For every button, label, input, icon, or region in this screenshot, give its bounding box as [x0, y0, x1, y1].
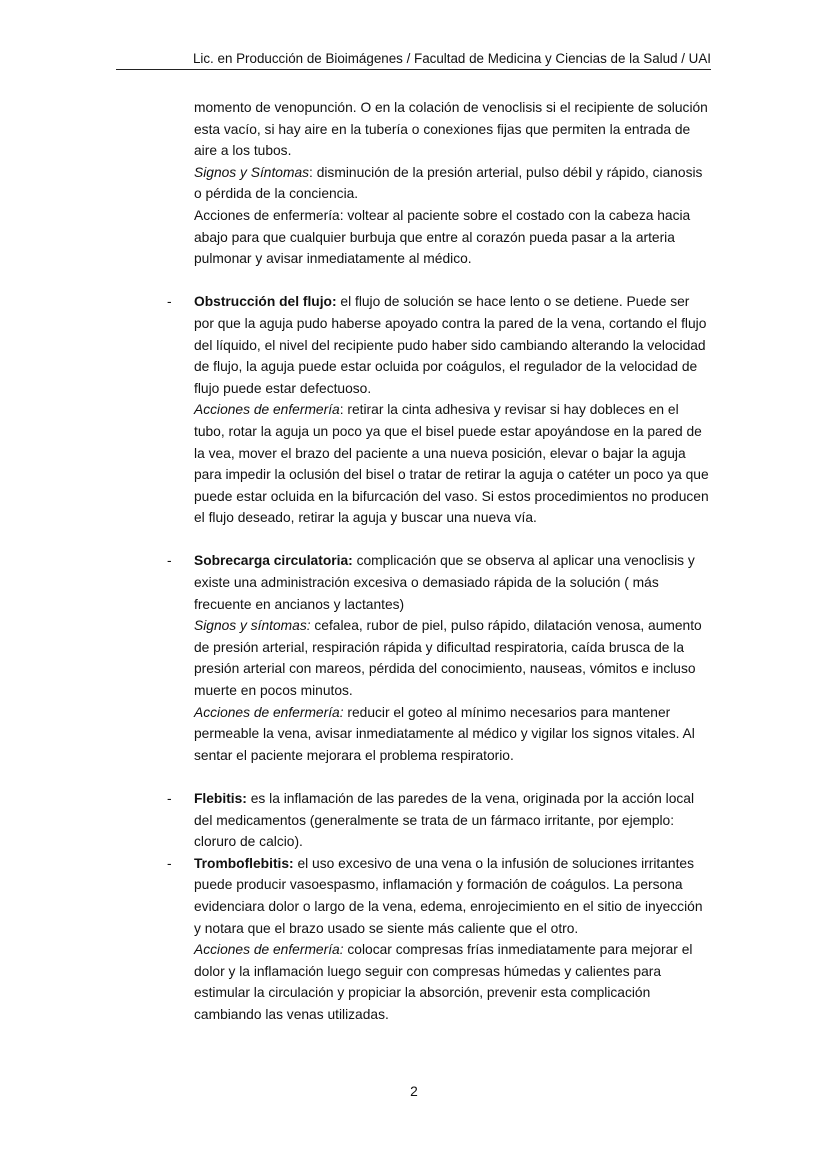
spacer [194, 270, 712, 292]
item-text: complicación que se observa al aplicar una venoclisis y existe una administración excesiva o demasiado rápida de la solución ( más frecuente en ancianos y lactantes) [194, 553, 695, 612]
item-term: Flebitis: [194, 791, 247, 806]
spacer [194, 529, 712, 551]
item-description [194, 550, 712, 615]
bullet-dash: - [167, 553, 172, 569]
signs-label: Signos y síntomas: [194, 618, 311, 634]
list-item-obstruccion [167, 291, 712, 529]
item-actions [194, 939, 712, 1025]
actions-text: colocar compresas frías inmediatamente para mejorar el dolor y la inflamación luego seguir con compresas húmedas y calientes para estimular la circulación y propiciar la absorción, prevenir esta complicación cambiando las venas utilizadas. [194, 942, 693, 1022]
item-term: Sobrecarga circulatoria: [194, 553, 353, 569]
actions-text: : retirar la cinta adhesiva y revisar si hay dobleces en el tubo, rotar la aguja un poco ya que el bisel puede estar apoyándose en la pared de la vea, mover el brazo del paciente a una nueva posición, elevar o bajar la aguja para impedir la oclusión del bisel o tratar de retirar la aguja o catéter un poco ya que puede estar ocluida en la bifurcación del vaso. Si estos procedimientos no producen el flujo deseado, retirar la aguja y buscar una nueva vía. [194, 402, 709, 526]
item-actions [194, 702, 712, 767]
bullet-dash: - [167, 855, 172, 871]
intro-signs [194, 162, 712, 205]
bullet-dash: - [167, 294, 172, 310]
page-number: 2 [410, 1084, 418, 1099]
item-description [194, 291, 712, 399]
item-actions [194, 399, 712, 529]
signs-text: cefalea, rubor de piel, pulso rápido, dilatación venosa, aumento de presión arterial, respiración rápida y dificultad respiratoria, caída brusca de la presión arterial con mareos, pérdida del conocimiento, nauseas, vómitos e incluso muerte en pocos minutos. [194, 618, 702, 699]
item-signs [194, 615, 712, 701]
item-text: el flujo de solución se hace lento o se detiene. Puede ser por que la aguja pudo haberse apoyado contra la pared de la vena, cortando el flujo del líquido, el nivel del recipiente pudo haber sido cambiando alterando la velocidad de flujo, la aguja puede estar ocluida por coágulos, el regulador de la velocidad de flujo puede estar defectuoso. [194, 294, 707, 396]
header-rule [116, 69, 711, 70]
item-text: el uso excesivo de una vena o la infusión de soluciones irritantes puede producir vasoespasmo, inflamación y formación de coágulos. La persona evidenciara dolor o largo de la vena, edema, enrojecimiento en el sitio de inyección y notara que el brazo usado se siente más caliente que el otro. [194, 855, 703, 936]
actions-label: Acciones de enfermería: [194, 942, 344, 958]
list-item-sobrecarga [167, 550, 712, 766]
page-header: Lic. en Producción de Bioimágenes / Facultad de Medicina y Ciencias de la Salud / UAI [192, 51, 711, 66]
item-text: es la inflamación de las paredes de la vena, originada por la acción local del medicamentos (generalmente se trata de un fármaco irritante, por ejemplo: cloruro de calcio). [194, 791, 695, 850]
document-body [167, 97, 712, 1026]
item-description [194, 853, 712, 939]
list-item-tromboflebitis [167, 853, 712, 1026]
spacer [194, 766, 712, 788]
item-term: Obstrucción del flujo: [194, 294, 337, 310]
list-item-flebitis [167, 788, 712, 853]
actions-text: reducir el goteo al mínimo necesarios para mantener permeable la vena, avisar inmediatamente al médico y vigilar los signos vitales. Al sentar el paciente mejorara el problema respiratorio. [194, 704, 695, 763]
signs-text: : disminución de la presión arterial, pulso débil y rápido, cianosis o pérdida de la conciencia. [194, 164, 703, 202]
signs-label: Signos y Síntomas [194, 164, 310, 180]
actions-label: Acciones de enfermería [194, 402, 340, 418]
item-description [194, 788, 712, 853]
actions-label: Acciones de enfermería: [194, 704, 344, 720]
intro-actions: Acciones de enfermería: voltear al paciente sobre el costado con la cabeza hacia abajo para que cualquier burbuja que entre al corazón pueda pasar a la arteria pulmonar y avisar inmediatamente al médico. [194, 207, 691, 267]
intro-paragraph: momento de venopunción. O en la colación de venoclisis si el recipiente de solución esta vacío, si hay aire en la tubería o conexiones fijas que permiten la entrada de aire a los tubos. [194, 100, 708, 159]
item-term: Tromboflebitis: [194, 855, 294, 871]
intro-section [194, 97, 712, 270]
bullet-dash: - [167, 791, 172, 806]
